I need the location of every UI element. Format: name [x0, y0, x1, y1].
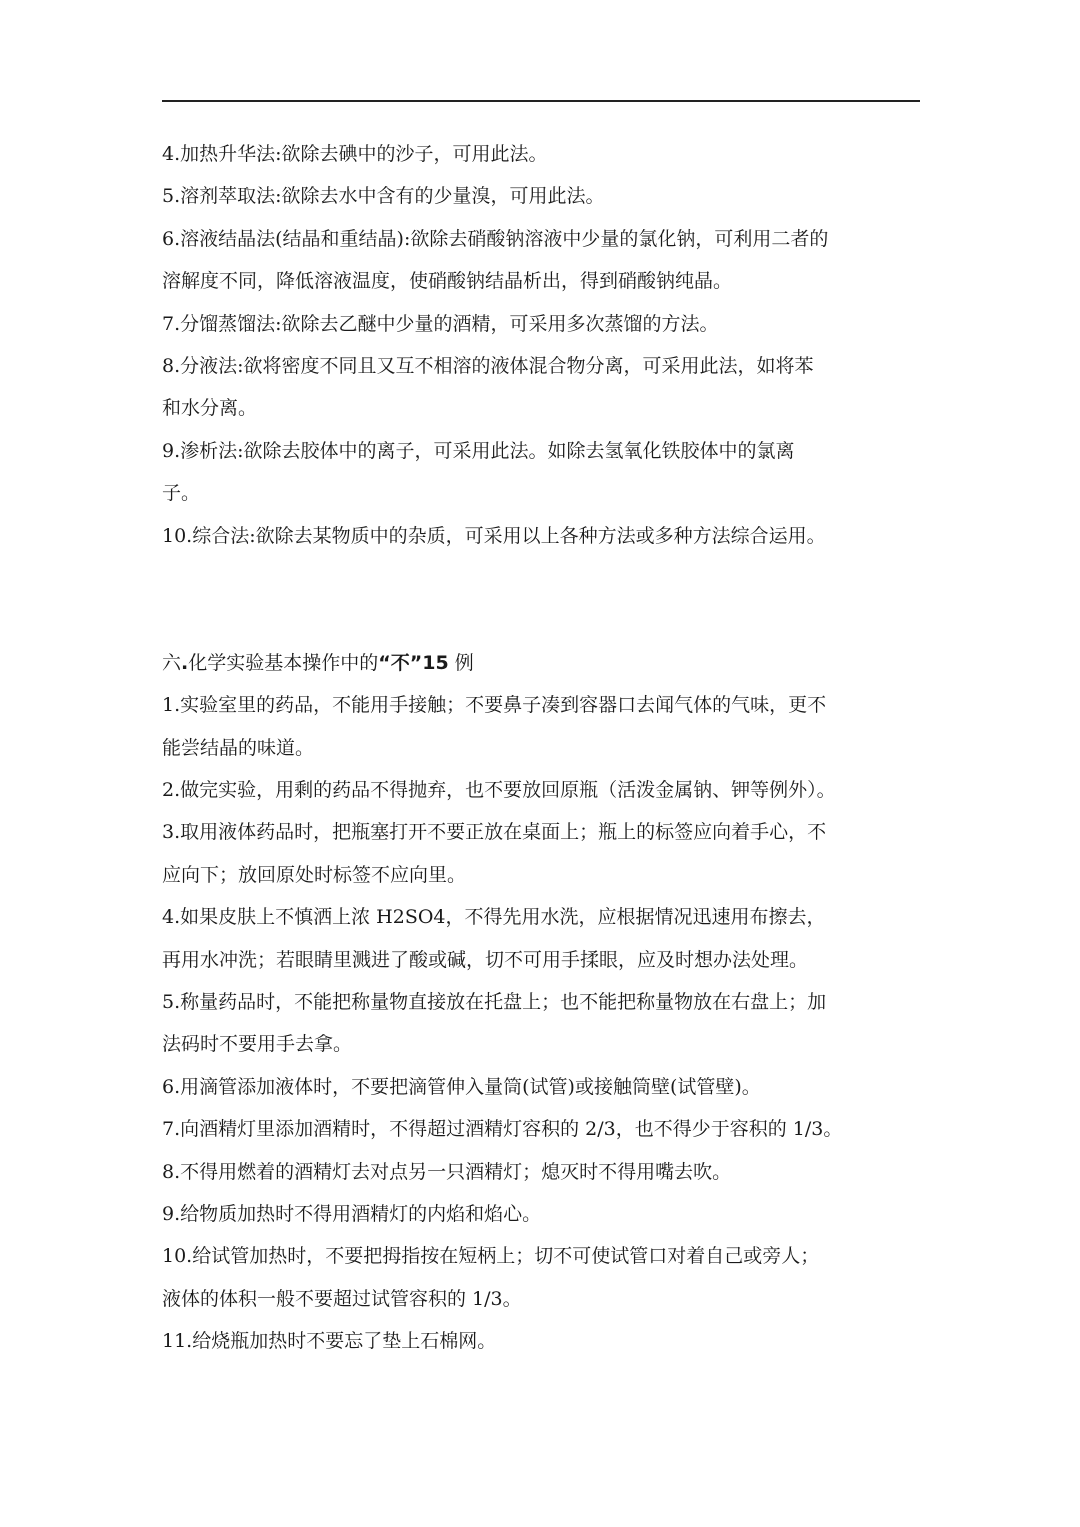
text-line: 7.分馏蒸馏法:欲除去乙醚中少量的酒精，可采用多次蒸馏的方法。 — [162, 312, 719, 335]
heading-text: 化学实验基本操作中的 — [188, 651, 379, 674]
section-six-heading — [162, 642, 922, 684]
text-line: 2.做完实验，用剩的药品不得抛弃，也不要放回原瓶（活泼金属钠、钾等例外）。 — [162, 779, 836, 802]
heading-quote: “不”15 — [378, 651, 449, 674]
text-line: 6.溶液结晶法(结晶和重结晶):欲除去硝酸钠溶液中少量的氯化钠，可利用二者的 — [162, 227, 829, 250]
text-line: 8.不得用燃着的酒精灯去对点另一只酒精灯；熄灭时不得用嘴去吹。 — [162, 1160, 732, 1183]
text-line: 6.用滴管添加液体时，不要把滴管伸入量筒(试管)或接触筒壁(试管壁)。 — [162, 1075, 761, 1098]
heading-dot: . — [181, 651, 189, 674]
text-line: 应向下；放回原处时标签不应向里。 — [162, 863, 467, 886]
text-line: 7.向酒精灯里添加酒精时，不得超过酒精灯容积的 2/3，也不得少于容积的 1/3。 — [162, 1118, 843, 1141]
header-rule — [162, 100, 920, 102]
text-line: 液体的体积一般不要超过试管容积的 1/3。 — [162, 1287, 522, 1310]
section-gap — [162, 557, 922, 642]
text-line: 4.加热升华法:欲除去碘中的沙子，可用此法。 — [162, 143, 548, 165]
text-line: 5.称量药品时，不能把称量物直接放在托盘上；也不能把称量物放在右盘上；加 — [162, 991, 827, 1014]
text-line: 10.给试管加热时，不要把拇指按在短柄上；切不可使试管口对着自己或旁人； — [162, 1245, 820, 1268]
text-line: 和水分离。 — [162, 397, 258, 420]
text-line: 3.取用液体药品时，把瓶塞打开不要正放在桌面上；瓶上的标签应向着手心，不 — [162, 821, 827, 844]
text-line: 法码时不要用手去拿。 — [162, 1033, 353, 1056]
text-line: 5.溶剂萃取法:欲除去水中含有的少量溴，可用此法。 — [162, 185, 605, 208]
text-line: 再用水冲洗；若眼睛里溅进了酸或碱，切不可用手揉眼，应及时想办法处理。 — [162, 948, 809, 971]
text-line: 10.综合法:欲除去某物质中的杂质，可采用以上各种方法或多种方法综合运用。 — [162, 524, 826, 547]
text-line: 8.分液法:欲将密度不同且又互不相溶的液体混合物分离，可采用此法，如将苯 — [162, 354, 814, 377]
text-line: 能尝结晶的味道。 — [162, 736, 315, 759]
text-line: 溶解度不同，降低溶液温度，使硝酸钠结晶析出，得到硝酸钠纯晶。 — [162, 270, 733, 293]
section-five-tail — [162, 133, 922, 557]
heading-prefix: 六 — [162, 651, 182, 674]
document-body — [162, 133, 922, 1363]
text-line: 4.如果皮肤上不慎洒上浓 H2SO4，不得先用水洗，应根据情况迅速用布擦去， — [162, 906, 826, 929]
text-line: 子。 — [162, 482, 201, 505]
text-line: 9.给物质加热时不得用酒精灯的内焰和焰心。 — [162, 1202, 542, 1225]
text-line: 9.渗析法:欲除去胶体中的离子，可采用此法。如除去氢氧化铁胶体中的氯离 — [162, 439, 795, 462]
heading-suffix: 例 — [448, 651, 474, 674]
section-six-list — [162, 684, 922, 1362]
text-line: 11.给烧瓶加热时不要忘了垫上石棉网。 — [162, 1330, 497, 1353]
text-line: 1.实验室里的药品，不能用手接触；不要鼻子凑到容器口去闻气体的气味，更不 — [162, 694, 827, 717]
